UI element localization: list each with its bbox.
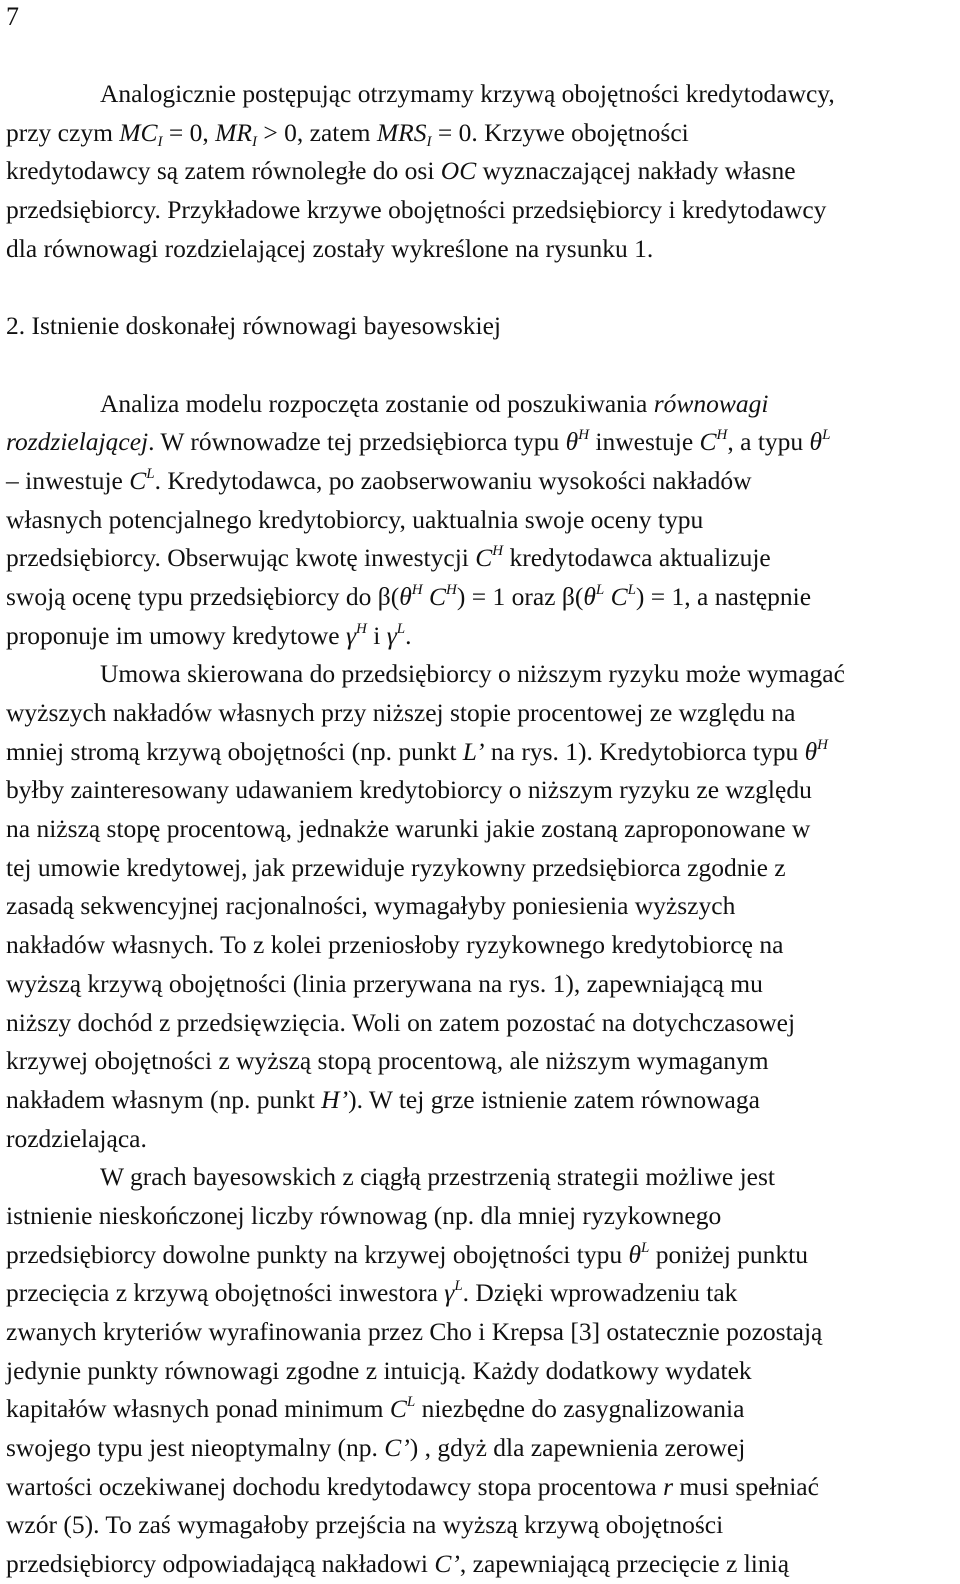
text-line: przedsiębiorcy. Obserwując kwotę inwestycji $C^H$ kredytodawca aktualizuje: [6, 543, 771, 573]
text-line: istnienie nieskończonej liczby równowag (np. dla mniej ryzykownego: [6, 1200, 722, 1230]
text-line: jedynie punkty równowagi zgodne z intuicją. Każdy dodatkowy wydatek: [6, 1355, 752, 1385]
text-line: Analogicznie postępując otrzymamy krzywą obojętności kredytodawcy,: [100, 79, 835, 108]
text-line: przecięcia z krzywą obojętności inwestora $\gamma^L$. Dzięki wprowadzeniu tak: [6, 1278, 738, 1308]
text-line: krzywej obojętności z wyższą stopą procentową, ale niższym wymaganym: [6, 1046, 769, 1076]
text-line: Analiza modelu rozpoczęta zostanie od poszukiwania równowagi: [100, 388, 769, 418]
body-text: [6, 75, 956, 1584]
text-line: Umowa skierowana do przedsiębiorcy o niższym ryzyku może wymagać: [100, 659, 845, 689]
text-line: niższy dochód z przedsięwzięcia. Woli on zatem pozostać na dotychczasowej: [6, 1007, 796, 1037]
text-line: przedsiębiorcy. Przykładowe krzywe obojętności przedsiębiorcy i kredytodawcy: [6, 195, 827, 225]
text-line: dla równowagi rozdzielającej zostały wykreślone na rysunku 1.: [6, 233, 654, 263]
text-line: wzór (5). To zaś wymagałoby przejścia na wyższą krzywą obojętności: [6, 1510, 724, 1540]
text-line: nakładem własnym (np. punkt H’). W tej grze istnienie zatem równowaga: [6, 1084, 760, 1114]
text-line: mniej stromą krzywą obojętności (np. punkt L’ na rys. 1). Kredytobiorca typu $\theta^H$: [6, 736, 828, 766]
text-line: na niższą stopę procentową, jednakże warunki jakie zostaną zaproponowane w: [6, 814, 811, 844]
text-line: przy czym $MC_I = 0$, $MR_I > 0$, zatem $MRS_I = 0$. Krzywe obojętności: [6, 117, 689, 150]
text-line: – inwestuje $C^L$. Kredytodawca, po zaobserwowaniu wysokości nakładów: [6, 465, 752, 495]
text-line: wartości oczekiwanej dochodu kredytodawcy stopa procentowa r musi spełniać: [6, 1471, 819, 1501]
text-line: byłby zainteresowany udawaniem kredytobiorcy o niższym ryzyku ze względu: [6, 775, 812, 805]
text-line: W grach bayesowskich z ciągłą przestrzenią strategii możliwe jest: [100, 1162, 776, 1192]
section-heading: 2. Istnienie doskonałej równowagi bayesowskiej: [6, 311, 502, 341]
text-line: swojego typu jest nieoptymalny (np. C’) , gdyż dla zapewnienia zerowej: [6, 1433, 746, 1463]
text-line: wyższą krzywą obojętności (linia przerywana na rys. 1), zapewniającą mu: [6, 968, 763, 998]
text-line: tej umowie kredytowej, jak przewiduje ryzykowny przedsiębiorca zgodnie z: [6, 852, 786, 882]
page-number: 7: [6, 2, 19, 31]
text-line: proponuje im umowy kredytowe $\gamma^H$ i $\gamma^L$.: [6, 620, 412, 650]
text-line: kredytodawcy są zatem równoległe do osi OC wyznaczającej nakłady własne: [6, 156, 796, 186]
text-line: wyższych nakładów własnych przy niższej stopie procentowej ze względu na: [6, 698, 796, 727]
text-line: przedsiębiorcy odpowiadającą nakładowi C’, zapewniającą przecięcie z linią: [6, 1549, 790, 1579]
text-line: swoją ocenę typu przedsiębiorcy do $\beta(\theta^H$ $C^H) = 1$ oraz $\beta(\theta^L$ $C^L) = 1$, a następnie: [6, 581, 812, 611]
text-line: zwanych kryteriów wyrafinowania przez Cho i Krepsa [3] ostatecznie pozostają: [6, 1317, 823, 1346]
text-line: rozdzielającej. W równowadze tej przedsiębiorca typu $\theta^H$ inwestuje $C^H$, a typu $\theta^L$: [6, 427, 831, 457]
text-line: zasadą sekwencyjnej racjonalności, wymagałyby poniesienia wyższych: [6, 891, 736, 921]
text-line: przedsiębiorcy dowolne punkty na krzywej obojętności typu $\theta^L$ poniżej punktu: [6, 1239, 808, 1269]
text-line: nakładów własnych. To z kolei przeniosłoby ryzykownego kredytobiorcę na: [6, 930, 784, 960]
text-line: własnych potencjalnego kredytobiorcy, uaktualnia swoje oceny typu: [6, 504, 704, 534]
text-line: rozdzielająca.: [6, 1123, 147, 1153]
text-line: kapitałów własnych ponad minimum $C^L$ niezbędne do zasygnalizowania: [6, 1394, 745, 1424]
